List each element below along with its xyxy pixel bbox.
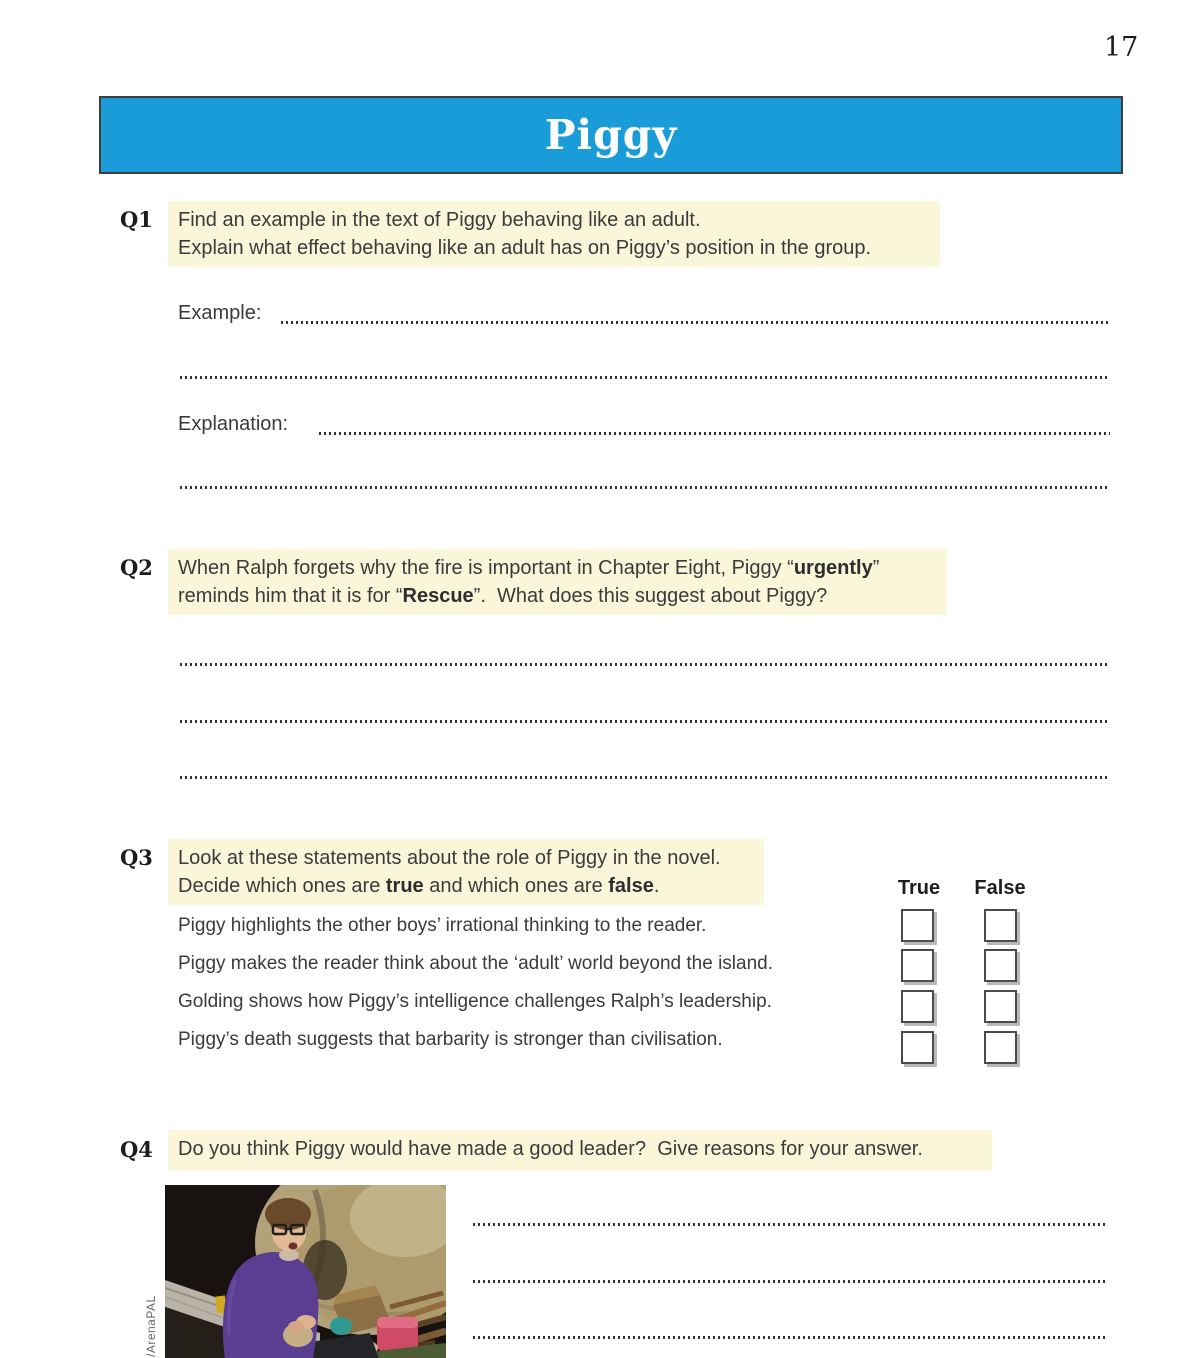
q3-row4-true-checkbox[interactable]	[901, 1031, 934, 1064]
q3-line2-post: .	[653, 875, 660, 897]
q2-answer-line-3[interactable]	[180, 776, 1110, 779]
q4-answer-line-3[interactable]	[473, 1336, 1108, 1339]
q3-statement-2: Piggy makes the reader think about the ‘adult’ world beyond the island.	[178, 953, 773, 974]
q3-line2-bold-true: true	[385, 875, 424, 897]
section-banner	[99, 96, 1123, 174]
piggy-photo	[165, 1185, 446, 1358]
q3-line2-bold-false: false	[608, 875, 654, 897]
q1-example-answer-line-1[interactable]	[281, 321, 1110, 324]
q3-row2-true-checkbox[interactable]	[901, 949, 934, 982]
photo-credit: /ArenaPAL	[144, 1295, 158, 1357]
page-number: 17	[1104, 32, 1139, 63]
q3-statement-1: Piggy highlights the other boys’ irrational thinking to the reader.	[178, 915, 707, 936]
q2-label: Q2	[120, 555, 153, 580]
q2-line1	[178, 554, 937, 582]
q3-row3-true-checkbox[interactable]	[901, 990, 934, 1023]
q2-answer-line-2[interactable]	[180, 720, 1110, 723]
q1-example-label: Example:	[178, 302, 262, 324]
q1-line1: Find an example in the text of Piggy behaving like an adult.	[178, 209, 701, 231]
q2-line2-bold: Rescue	[402, 585, 474, 607]
q3-row1-true-checkbox[interactable]	[901, 909, 934, 942]
q2-line2	[178, 582, 937, 610]
q1-explanation-answer-line-1[interactable]	[319, 432, 1110, 435]
q3-question-text	[168, 839, 764, 905]
q2-question-text	[168, 549, 947, 615]
q2-line1-post: ”	[872, 557, 880, 579]
false-column-header: False	[974, 877, 1026, 899]
q3-statement-3: Golding shows how Piggy’s intelligence challenges Ralph’s leadership.	[178, 991, 772, 1012]
q3-row1-false-checkbox[interactable]	[984, 909, 1017, 942]
q1-line2: Explain what effect behaving like an adult has on Piggy’s position in the group.	[178, 237, 872, 259]
q3-statement-4: Piggy’s death suggests that barbarity is stronger than civilisation.	[178, 1029, 723, 1050]
q3-row3-false-checkbox[interactable]	[984, 990, 1017, 1023]
q1-label: Q1	[120, 207, 153, 232]
section-title: Piggy	[544, 111, 678, 159]
piggy-photo-illustration	[165, 1185, 446, 1358]
q3-row2-false-checkbox[interactable]	[984, 949, 1017, 982]
q2-line1-bold: urgently	[793, 557, 873, 579]
q1-explanation-label: Explanation:	[178, 413, 289, 435]
q4-answer-line-1[interactable]	[473, 1223, 1108, 1226]
q3-row4-false-checkbox[interactable]	[984, 1031, 1017, 1064]
true-column-header: True	[897, 877, 941, 899]
q3-line1: Look at these statements about the role of Piggy in the novel.	[178, 847, 721, 869]
q4-line1: Do you think Piggy would have made a good leader? Give reasons for your answer.	[178, 1138, 923, 1160]
q4-answer-line-2[interactable]	[473, 1280, 1108, 1283]
q1-example-answer-line-2[interactable]	[180, 376, 1110, 379]
q2-line1-pre: When Ralph forgets why the fire is important in Chapter Eight, Piggy “	[178, 557, 794, 579]
q1-question-text	[168, 201, 940, 267]
q2-answer-line-1[interactable]	[180, 663, 1110, 666]
q1-explanation-answer-line-2[interactable]	[180, 486, 1110, 489]
q4-label: Q4	[120, 1137, 153, 1162]
q2-line2-post: ”. What does this suggest about Piggy?	[473, 585, 828, 607]
q3-label: Q3	[120, 845, 153, 870]
q4-question-text	[168, 1130, 992, 1170]
q3-line2-mid: and which ones are	[423, 875, 609, 897]
q2-line2-pre: reminds him that it is for “	[178, 585, 403, 607]
q3-line2-pre: Decide which ones are	[178, 875, 386, 897]
q3-line2	[178, 872, 754, 900]
